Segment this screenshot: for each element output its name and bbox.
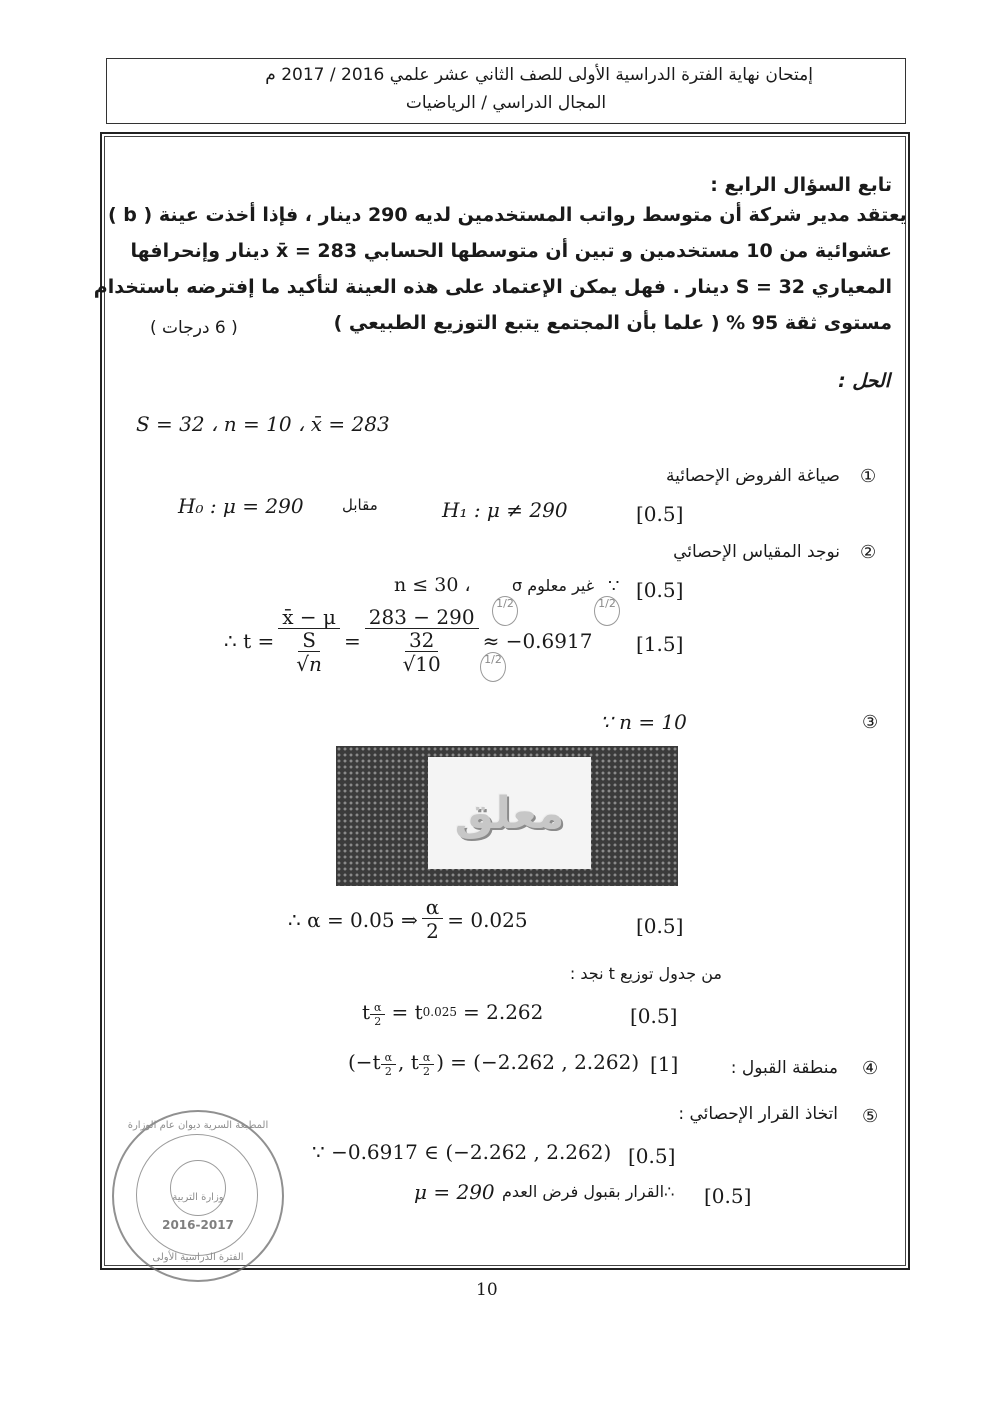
t-crit-subscript [370, 1002, 385, 1028]
region-sub2-den: 2 [423, 1065, 431, 1079]
t-fraction-symbolic [278, 606, 340, 676]
sample-size-condition: ∵ n = 10 [600, 710, 687, 734]
page-number: 10 [476, 1280, 498, 1300]
t-crit-sub-den: 2 [374, 1015, 382, 1029]
stamp-top-text: المطبعة السرية ديوان عام الوزارة [127, 1120, 269, 1131]
suspended-label-box [428, 757, 591, 869]
membership-mark: [0.5] [628, 1144, 676, 1168]
t-frac2-den-num: 32 [405, 629, 438, 652]
region-close: ) [436, 1050, 445, 1075]
because-symbol: ∵ [608, 576, 620, 597]
hypothesis-h1: H₁ : μ ≠ 290 [442, 498, 568, 522]
question-marks: ( 6 درجات ) [150, 318, 238, 338]
pencil-note-3: 1/2 [480, 652, 506, 682]
versus-label: مقابل [342, 496, 378, 514]
step-1-title: صياغة الفروض الإحصائية [665, 466, 840, 486]
question-title: تابع السؤال الرابع : [710, 174, 892, 196]
region-open: (−t [348, 1050, 381, 1075]
question-line-1: ( b ) يعتقد مدير شركة أن متوسط رواتب المستخدمين لديه 290 دينار ، فإذا أخذت عينة [108, 204, 907, 226]
suspended-content-block [336, 746, 678, 886]
region-sub1-den: 2 [384, 1065, 392, 1079]
decision-text: ∴القرار بقبول فرض العدم [502, 1182, 675, 1201]
critical-value-line [362, 996, 543, 1028]
t-result: ≈ −0.6917 [482, 629, 593, 653]
region-mark: [1] [650, 1052, 679, 1076]
t-frac2-den-den: √10 [402, 652, 441, 676]
alpha-frac-num: α [422, 896, 444, 919]
region-sub2-num: α [419, 1052, 434, 1065]
stamp-emblem-icon [170, 1160, 226, 1216]
t-frac2-num: 283 − 290 [365, 606, 479, 629]
alpha-line [288, 896, 528, 943]
t-frac1-num: x̄ − μ [278, 606, 340, 629]
suspended-label: معلق [454, 787, 565, 839]
exam-title: إمتحان نهاية الفترة الدراسية الأولى للصف الثاني عشر علمي 2016 / 2017 م [265, 65, 813, 85]
ministry-stamp [112, 1110, 284, 1282]
condition-math: n ≤ 30 ، [394, 574, 471, 596]
t-frac1-den-den: √n [296, 652, 322, 676]
question-line-2: عشوائية من 10 مستخدمين و تبين أن متوسطها الحسابي x̄ = 283 دينار وإنحرافها [130, 240, 892, 262]
region-value: = (−2.262 , 2.262) [450, 1050, 640, 1075]
step-4-number: ④ [862, 1058, 879, 1079]
region-sub-1 [381, 1052, 396, 1078]
t-frac1-den-num: S [298, 629, 320, 652]
step-5-title: اتخاذ القرار الإحصائي : [678, 1104, 838, 1124]
t-frac2-den [395, 629, 449, 676]
question-line-3: المعياري S = 32 دينار . فهل يمكن الإعتماد على هذه العينة لتأكيد ما إفترضه باستخدام [93, 276, 892, 298]
stamp-mid-text: وزارة التربية [172, 1192, 224, 1203]
membership-statement: ∵ −0.6917 ∈ (−2.262 , 2.262) [312, 1140, 612, 1164]
table-lookup-text: من جدول توزيع t نجد : [569, 964, 722, 983]
t-crit-sub-num: α [370, 1002, 385, 1015]
decision-math: μ = 290 [414, 1180, 495, 1204]
region-comma: , t [398, 1050, 419, 1075]
step-3-number: ③ [862, 712, 879, 733]
decision-mark: [0.5] [704, 1184, 752, 1208]
given-values: S = 32 ، n = 10 ، x̄ = 283 [136, 412, 390, 436]
t-statistic-formula [224, 606, 592, 676]
t-crit-sub2: 0.025 [422, 1005, 457, 1020]
hypothesis-h0: H₀ : μ = 290 [178, 494, 304, 518]
alpha-mark: [0.5] [636, 914, 684, 938]
region-sub-2 [419, 1052, 434, 1078]
condition-text: σ غير معلوم [512, 576, 595, 595]
answer-frame [100, 132, 910, 1270]
t-eq: = [343, 629, 361, 653]
step-2-number: ② [860, 542, 877, 563]
t-crit-value: = 2.262 [463, 1000, 544, 1025]
alpha-fraction [422, 896, 444, 943]
t-frac1-den [288, 629, 330, 676]
solution-label: الحل : [838, 370, 890, 392]
step-5-number: ⑤ [862, 1106, 879, 1127]
step-1-mark: [0.5] [636, 502, 684, 526]
stamp-year: 2016-2017 [162, 1218, 234, 1232]
t-lhs: ∴ t = [224, 629, 275, 653]
alpha-value: ∴ α = 0.05 ⇒ [288, 907, 418, 932]
t-statistic-mark: [1.5] [636, 632, 684, 656]
question-line-4: مستوى ثقة 95 % ( علما بأن المجتمع يتبع التوزيع الطبيعي ) [333, 312, 892, 334]
condition-mark: [0.5] [636, 578, 684, 602]
critical-value-mark: [0.5] [630, 1004, 678, 1028]
acceptance-region [348, 1046, 639, 1078]
t-crit-symbol: t [362, 1000, 371, 1025]
step-4-title: منطقة القبول : [730, 1058, 838, 1078]
t-crit-eq: = t [391, 1000, 423, 1025]
pencil-note-2: 1/2 [594, 596, 620, 626]
region-sub1-num: α [381, 1052, 396, 1065]
exam-header [106, 58, 906, 124]
step-1-number: ① [860, 466, 877, 487]
exam-subject: المجال الدراسي / الرياضيات [405, 93, 607, 113]
step-2-title: نوجد المقياس الإحصائي [673, 542, 840, 562]
pencil-note-1: 1/2 [492, 596, 518, 626]
alpha-half-value: = 0.025 [447, 907, 528, 932]
alpha-frac-den: 2 [426, 919, 439, 943]
t-fraction-numeric [365, 606, 479, 676]
stamp-bottom-text: الفترة الدراسية الأولى [152, 1252, 244, 1263]
